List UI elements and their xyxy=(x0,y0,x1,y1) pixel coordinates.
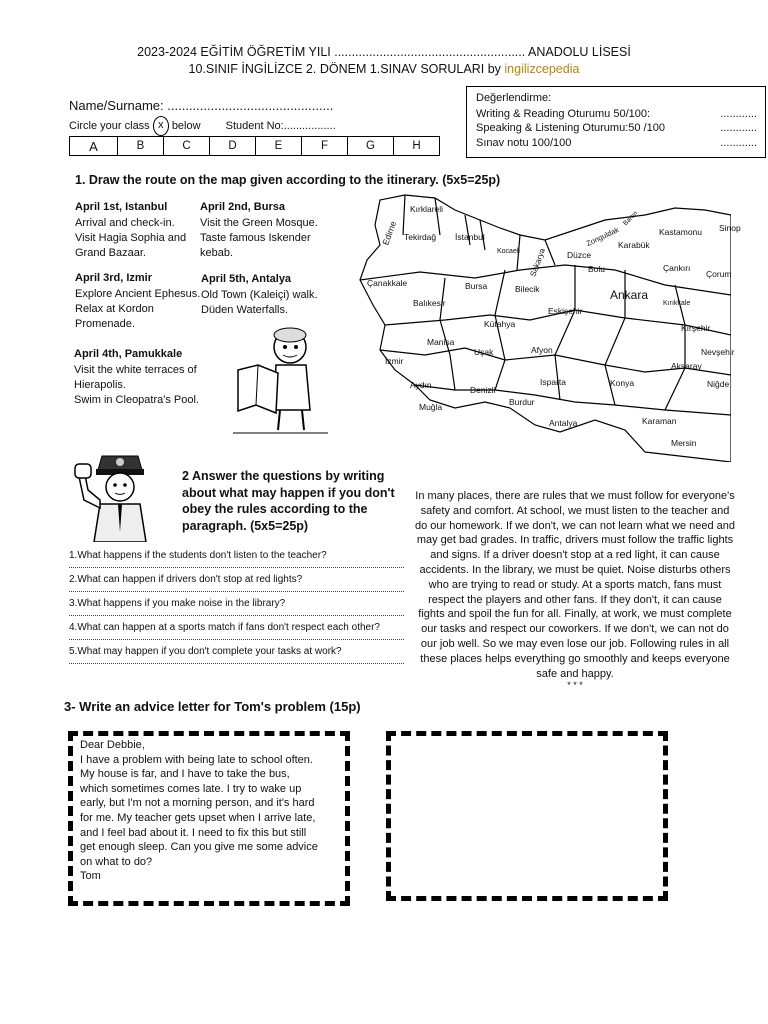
stop-title: April 1st, Istanbul xyxy=(75,201,168,213)
evaluation-title: Değerlendirme: xyxy=(476,92,552,104)
map-label: Sinop xyxy=(719,223,741,233)
map-label: Manisa xyxy=(427,337,455,347)
answer-line-5[interactable] xyxy=(69,663,404,664)
evaluation-box xyxy=(466,86,766,158)
letter-line: and I feel bad about it. I need to fix this but still xyxy=(80,826,307,839)
map-label: Zonguldak xyxy=(584,225,621,248)
student-no-field[interactable]: Student No:................. xyxy=(225,119,336,132)
map-label: İstanbul xyxy=(455,232,485,242)
stop-line: Hierapolis. xyxy=(74,379,126,391)
answer-line-3[interactable] xyxy=(69,615,404,616)
answer-line-2[interactable] xyxy=(69,591,404,592)
map-label: Burdur xyxy=(509,397,535,407)
letter-line: for me. My teacher gets upset when I arrive late, xyxy=(80,811,316,824)
map-labels xyxy=(345,190,741,462)
letter-line: which sometimes comes late. I try to wake up xyxy=(80,782,302,795)
stop-title: April 5th, Antalya xyxy=(201,273,292,285)
map-label: Eskişehir xyxy=(548,306,583,316)
paragraph-text: In many places, there are rules that we must follow for everyone's safety and comfort. At school, we must listen to the teacher and do our homework. If we don't, we can not learn what we need and may get bad grades. In traffic, drivers must follow the traffic lights and signs. If a driver doesn't stop at a red light, it can cause accidents. In the library, we must be quiet. Noise disturbs others who are trying to read or study. At a sports match, fans must respect the players and other fans. If they don't, it can cause fights and spoil the fun for all. Finally, at work, we must complete our tasks and respect our coworkers. If we don't, we can not do our job well. So we may even lose our job. Following rules in all these places helps everything go smoothly and keeps everyone safe and happy. xyxy=(414,490,736,680)
map-label: Kastamonu xyxy=(659,227,702,237)
map-label: Aksaray xyxy=(671,361,702,371)
map-label: Konya xyxy=(610,378,635,388)
map-label: Kütahya xyxy=(484,319,516,329)
map-label: Ankara xyxy=(610,288,649,302)
class-option[interactable]: C xyxy=(164,137,210,156)
map-label: Kırşehir xyxy=(681,323,711,333)
stop-line: Relax at Kordon xyxy=(75,303,154,315)
class-option[interactable]: G xyxy=(348,137,394,156)
map-label: Bilecik xyxy=(515,284,540,294)
evaluation-row-score[interactable]: ............ xyxy=(720,122,757,134)
map-label: Niğde xyxy=(707,379,730,389)
map-label: Karabük xyxy=(618,240,650,250)
question-5: 5.What may happen if you don't complete your tasks at work? xyxy=(69,646,342,657)
stop-title: April 3rd, Izmir xyxy=(75,272,153,284)
map-label: Çankırı xyxy=(663,263,691,273)
map-label: Karaman xyxy=(642,416,677,426)
question-list xyxy=(69,550,404,664)
map-label: Uşak xyxy=(474,347,494,357)
map-label: Denizli xyxy=(470,385,496,395)
stop-line: kebab. xyxy=(200,247,234,259)
letter-line: early, but I'm not a morning person, and it's hard xyxy=(80,797,315,810)
map-label: Bolu xyxy=(588,264,606,274)
class-label: Circle your class xyxy=(69,119,150,132)
stop-line: Visit the white terraces of xyxy=(74,364,197,376)
rules-paragraph xyxy=(414,489,736,690)
stop-line: Taste famous Iskender xyxy=(200,232,311,244)
stop-line: Old Town (Kaleiçi) walk. xyxy=(201,289,318,301)
map-label: Antalya xyxy=(549,418,578,428)
itinerary-stop-istanbul xyxy=(75,200,200,261)
map-label: Tekirdağ xyxy=(404,232,437,242)
letter-line: Dear Debbie, xyxy=(80,739,145,751)
map-label: Kocaeli xyxy=(497,248,520,255)
stop-line: Grand Bazaar. xyxy=(75,247,146,259)
stop-line: Visit Hagia Sophia and xyxy=(75,232,187,244)
header-line-2 xyxy=(0,62,768,76)
map-label: Nevşehir xyxy=(701,347,735,357)
section-3-title: 3- Write an advice letter for Tom's problem (15p) xyxy=(64,699,361,714)
answer-line-4[interactable] xyxy=(69,639,404,640)
map-label: Sakarya xyxy=(528,247,547,278)
stop-line: Arrival and check-in. xyxy=(75,217,175,229)
letter-line: I have a problem with being late to school often. xyxy=(80,753,313,766)
map-label: Mersin xyxy=(671,438,697,448)
police-officer-illustration xyxy=(72,442,168,542)
question-3: 3.What happens if you make noise in the library? xyxy=(69,598,286,609)
question-4: 4.What can happen at a sports match if fans don't respect each other? xyxy=(69,622,380,633)
stop-line: Swim in Cleopatra's Pool. xyxy=(74,394,199,406)
evaluation-row-label: Sınav notu 100/100 xyxy=(476,137,572,149)
class-option[interactable]: F xyxy=(302,137,348,156)
question-2: 2.What can happen if drivers don't stop at red lights? xyxy=(69,574,303,585)
letter-line: on what to do? xyxy=(80,855,153,868)
brand-name: ingilizcepedia xyxy=(504,62,580,76)
evaluation-row-score[interactable]: ............ xyxy=(720,108,757,120)
letter-line: Tom xyxy=(80,870,101,883)
class-option[interactable]: D xyxy=(210,137,256,156)
itinerary-stop-izmir xyxy=(75,271,210,332)
itinerary-stop-pamukkale xyxy=(74,347,224,408)
letter-line: My house is far, and I have to take the bus, xyxy=(80,768,290,781)
stop-line: Düden Waterfalls. xyxy=(201,304,289,316)
itinerary-stop-bursa xyxy=(200,200,340,261)
map-label: Bursa xyxy=(465,281,488,291)
evaluation-row-score[interactable]: ............ xyxy=(720,137,757,149)
class-after-label: below xyxy=(171,119,201,132)
stop-title: April 4th, Pamukkale xyxy=(74,348,183,360)
class-option[interactable]: A xyxy=(70,137,118,156)
header-title: 10.SINIF İNGİLİZCE 2. DÖNEM 1.SINAV SORULARI by xyxy=(188,62,501,76)
evaluation-row-label: Writing & Reading Oturumu 50/100: xyxy=(476,108,651,120)
answer-letter-box[interactable] xyxy=(386,731,668,901)
class-selector xyxy=(69,136,440,156)
map-label: Afyon xyxy=(531,345,553,355)
map-label: Muğla xyxy=(419,402,443,412)
stop-line: Visit the Green Mosque. xyxy=(200,217,318,229)
section-1-title: 1. Draw the route on the map given according to the itinerary. (5x5=25p) xyxy=(75,173,501,187)
map-label: Çanakkale xyxy=(367,278,408,288)
tom-letter xyxy=(80,738,342,884)
stop-title: April 2nd, Bursa xyxy=(200,201,285,213)
map-label: Balıkesir xyxy=(413,298,446,308)
class-circle-mark: x xyxy=(153,116,169,136)
map-label: Aydın xyxy=(410,380,432,390)
stop-line: Promenade. xyxy=(75,318,135,330)
itinerary-stop-antalya xyxy=(201,272,341,318)
answer-line-1[interactable] xyxy=(69,567,404,568)
question-1: 1.What happens if the students don't listen to the teacher? xyxy=(69,550,327,561)
map-label: Edirne xyxy=(380,219,399,247)
class-option[interactable]: B xyxy=(118,137,164,156)
map-label: Kırıkkale xyxy=(663,300,691,307)
evaluation-row-label: Speaking & Listening Oturumu:50 /100 xyxy=(476,122,665,134)
class-option[interactable]: E xyxy=(256,137,302,156)
map-label: Kırklareli xyxy=(410,204,444,214)
header-line-1: 2023-2024 EĞİTİM ÖĞRETİM YILI ....................................................... ANADOLU LİSESİ xyxy=(137,45,631,59)
class-option[interactable]: H xyxy=(394,137,440,156)
paragraph-stars: * * * xyxy=(567,680,583,691)
map-label: Düzce xyxy=(567,250,592,260)
map-label: İzmir xyxy=(385,356,404,366)
stop-line: Explore Ancient Ephesus. xyxy=(75,288,201,300)
section-2-title: 2 Answer the questions by writing about what may happen if you don't obey the rules according to the paragraph. (5x5=25p) xyxy=(182,469,395,533)
map-label: Çorum xyxy=(706,269,732,279)
map-label: Bartın xyxy=(622,209,640,228)
class-row xyxy=(69,116,336,136)
letter-line: get enough sleep. Can you give me some advice xyxy=(80,841,318,854)
tourist-with-map-illustration xyxy=(228,325,333,437)
map-label: Isparta xyxy=(540,377,566,387)
name-surname-field[interactable]: Name/Surname: .............................................. xyxy=(69,98,334,113)
